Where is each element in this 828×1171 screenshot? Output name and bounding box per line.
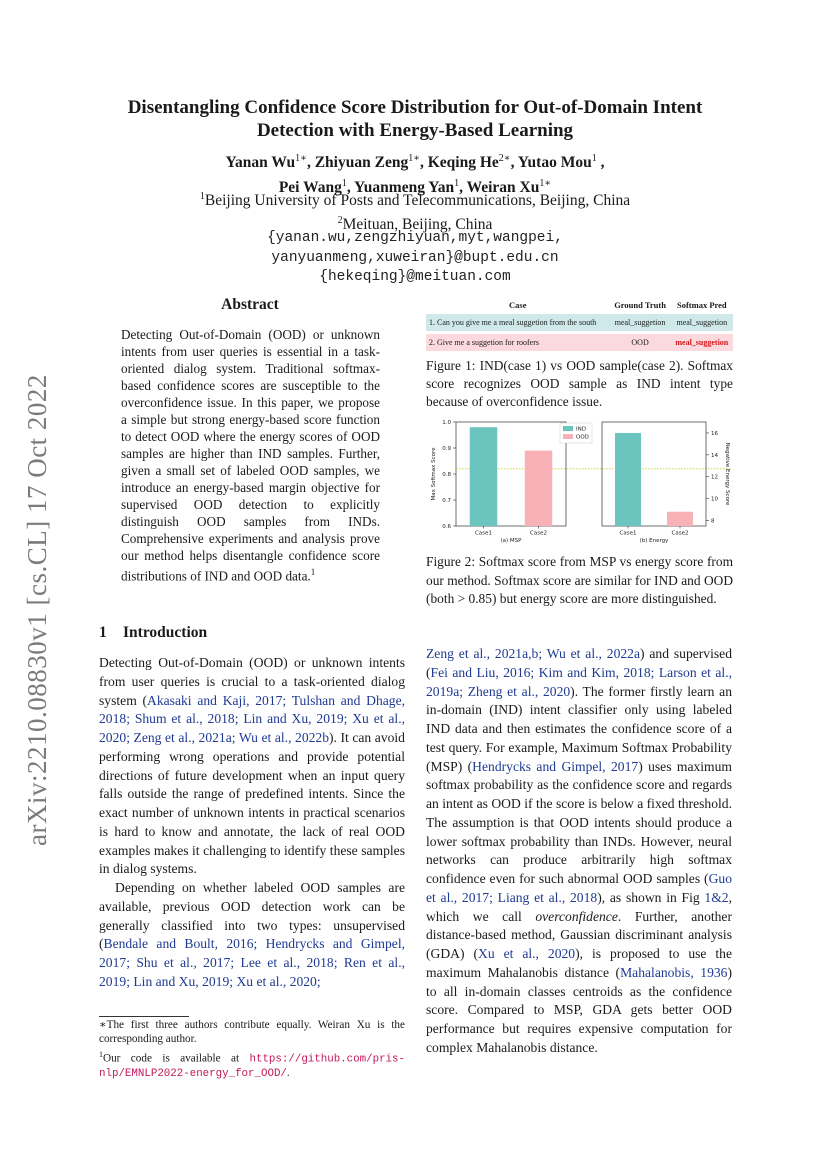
legend-label: IND <box>576 426 586 433</box>
emphasis: overconfidence <box>535 908 618 924</box>
email-line: yanyuanmeng,xuweiran}@bupt.edu.cn <box>271 249 559 266</box>
y-tick-label: 16 <box>711 430 718 437</box>
section-heading <box>99 624 207 642</box>
paragraph: Depending on whether labeled OOD samples are available, previous OOD detection work can be generally classified into two types: unsupervised (Bendale and Boult, 2016; Hendrycks and Gimpel, 2017; Shu et al., 2017; Lee et al., 2018; Ren et al., 2019; Lin and Xu, 2019; Xu et al., 2020; <box>99 880 405 989</box>
y-tick-label: 1.0 <box>442 420 451 426</box>
table-row <box>426 334 733 351</box>
x-tick-label: Case2 <box>671 530 689 537</box>
footnote: $^1$Our code is available at https://github.com/pris-nlp/EMNLP2022-energy_for_OOD/. <box>99 1050 405 1081</box>
citation-link[interactable]: Bendale and Boult, 2016; Hendrycks and Gimpel, 2017; Shu et al., 2017; Lee et al., 2018; Ren et al., 2019; Lin and Xu, 2019; Xu et al., 2020; <box>99 936 405 989</box>
table-cell: meal_suggetion <box>610 314 671 331</box>
author: Yutao Mou$^1$ , <box>517 153 605 172</box>
footnotes <box>99 1019 405 1084</box>
panel-subtitle: (b) Energy <box>639 538 669 544</box>
footnote-marker: 1 <box>310 567 316 577</box>
y-tick-label: 0.9 <box>442 446 451 452</box>
y-axis-label: Negative Energy Score <box>724 442 730 506</box>
x-tick-label: Case2 <box>530 530 547 537</box>
bar <box>525 451 553 526</box>
legend-swatch <box>563 434 573 439</box>
abstract-text: Detecting Out-of-Domain (OOD) or unknown intents from user queries is essential in a task-oriented dialog system. Traditional softmax-based confidence scores are susceptible to the overconfidence issue. In this paper, we propose a simple but strong energy-based score function to detect OOD where the energy scores of OOD samples are higher than IND samples. Further, given a small set of labeled OOD samples, we introduce an energy-based margin objective for supervised OOD detection to explicitly distinguish OOD samples from INDs. Comprehensive experiments and analysis prove our method helps disentangle confidence score distributions of IND and OOD data.$^1$ <box>121 327 380 584</box>
footnote-rule <box>99 1016 189 1017</box>
abstract-heading: Abstract <box>221 296 279 313</box>
table-cell: meal_suggetion <box>671 334 733 351</box>
citation-link[interactable]: Guo et al., 2017; Liang et al., 2018 <box>426 871 732 905</box>
citation-link[interactable]: Mahalanobis, 1936 <box>620 964 728 980</box>
author: Yanan $Wu^{1∗}$, <box>225 153 315 172</box>
table-cell: meal_suggetion <box>671 314 733 331</box>
section-number: 1 <box>99 624 107 641</box>
legend-label: OOD <box>576 434 589 441</box>
citation-link[interactable]: Akasaki and Kaji, 2017; Tulshan and Dhage, 2018; Shum et al., 2018; Lin and Xu, 2019; Xu et al., 2020; Zeng et al., 2021a; Wu et al., 2022b <box>99 692 405 745</box>
y-tick-label: 10 <box>711 496 718 503</box>
figure-ref-link[interactable]: 1&2 <box>704 889 729 905</box>
code-url-link[interactable]: https://github.com/pris-nlp/EMNLP2022-energy_for_OOD/ <box>99 1053 405 1081</box>
chart-svg <box>426 415 736 550</box>
arxiv-identifier: arXiv:2210.08830v1 [cs.CL] 17 Oct 2022 <box>22 374 52 846</box>
figure-2-caption: Figure 2: Softmax score from MSP vs energy score from our method. Softmax score are similar for IND and OOD (both > 0.85) but energy score are more distinguished. <box>426 554 733 607</box>
paper-title: Disentangling Confidence Score Distribution for Out-of-Domain Intent Detection with Energy-Based Learning <box>127 97 703 141</box>
table-cell: OOD <box>610 334 671 351</box>
figure-2-chart <box>426 415 736 550</box>
email-line: {hekeqing}@meituan.com <box>319 269 511 285</box>
figure-1-table <box>426 296 733 354</box>
citation-link[interactable]: Hendrycks and Gimpel, 2017 <box>472 758 639 774</box>
author: Yuanmeng Yan$^1$, <box>354 178 467 197</box>
author: Keqing $He^{2∗}$, <box>427 153 518 172</box>
author: Weiran $Xu^{1∗}$ <box>466 178 552 197</box>
y-axis-label: Max Softmax Score <box>431 447 437 501</box>
bar <box>470 427 498 526</box>
citation-link[interactable]: Zeng et al., 2021a,b; Wu et al., 2022a <box>426 646 640 661</box>
paragraph: Zeng et al., 2021a,b; Wu et al., 2022a) and supervised (Fei and Liu, 2016; Kim and Kim, 2018; Larson et al., 2019a; Zheng et al., 2020). The former firstly learn an in-domain (IND) intent classifier only using labeled IND data and then estimates the confidence score of a test query. For example, Maximum Softmax Probability (MSP) (Hendrycks and Gimpel, 2017) uses maximum softmax probability as the confidence score and regards an intent as OOD if the score is below a fixed threshold. The assumption is that OOD intents should produce a lower softmax probability than INDs. However, neural networks can produce arbitrarily high softmax confidence even for such abnormal OOD samples (Guo et al., 2017; Liang et al., 2018), as shown in Fig 1&2, which we call overconfidence. Further, another distance-based method, Gaussian discriminant analysis (GDA) (Xu et al., 2020), is proposed to use the maximum Mahalanobis distance (Mahalanobis, 1936) to all in-domain classes centroids as the confidence score. Compared to MSP, GDA gets better OOD performance but requires expensive computation for complex Mahalanobis distance. <box>426 646 733 1055</box>
table-header: Softmax Pred <box>676 300 727 310</box>
author: Pei Wang$^1$, <box>278 178 355 197</box>
intro-right-column <box>426 645 732 1058</box>
intro-left-column <box>99 654 405 992</box>
y-tick-label: 14 <box>711 452 718 459</box>
x-tick-label: Case1 <box>475 530 492 537</box>
affiliation: $^2$Meituan, Beijing, China <box>337 215 493 234</box>
y-tick-label: 0.7 <box>442 498 451 504</box>
affiliation: $^1$Beijing University of Posts and Telecommunications, Beijing, China <box>199 191 631 210</box>
section-title: Introduction <box>123 624 208 641</box>
table-header: Case <box>509 300 527 310</box>
email-addresses <box>100 229 730 288</box>
citation-link[interactable]: Fei and Liu, 2016; Kim and Kim, 2018; Larson et al., 2019a; Zheng et al., 2020 <box>426 664 732 699</box>
email-line: {yanan.wu,zengzhiyuan,myt,wangpei, <box>267 230 563 246</box>
table-row <box>426 314 733 331</box>
x-tick-label: Case1 <box>619 530 637 537</box>
bar <box>667 512 693 526</box>
figure-1-caption: Figure 1: IND(case 1) vs OOD sample(case 2). Softmax score recognizes OOD sample as IND intent type because of overconfidence issue. <box>426 358 733 409</box>
paragraph: Detecting Out-of-Domain (OOD) or unknown intents from user queries is crucial to a task-oriented dialog system (Akasaki and Kaji, 2017; Tulshan and Dhage, 2018; Shum et al., 2018; Lin and Xu, 2019; Xu et al., 2020; Zeng et al., 2021a; Wu et al., 2022b). It can avoid performing wrong operations and provide potential directions of future development when an input query falls outside the range of predefined intents. Since the exact number of unknown intents in practical scenarios is hard to know and annotate, the lack of real OOD examples makes it challenging to identify these samples in dialog systems. <box>99 655 405 877</box>
y-tick-label: 0.6 <box>442 524 451 530</box>
table-cell: 1. Can you give me a meal suggetion from the south <box>426 314 610 331</box>
y-tick-label: 0.8 <box>442 472 451 478</box>
citation-link[interactable]: Xu et al., 2020 <box>478 946 576 961</box>
y-tick-label: 8 <box>711 518 715 525</box>
author: Zhiyuan Zeng$^{1∗}$, <box>314 153 428 172</box>
panel-subtitle: (a) MSP <box>500 538 522 544</box>
y-tick-label: 12 <box>711 474 718 481</box>
footnote: ∗The first three authors contribute equally. Weiran Xu is the corresponding author. <box>99 1019 405 1045</box>
legend-swatch <box>563 426 573 431</box>
table-header: Ground Truth <box>614 300 666 310</box>
bar <box>615 433 641 526</box>
table-cell: 2. Give me a suggetion for roofers <box>426 334 610 351</box>
